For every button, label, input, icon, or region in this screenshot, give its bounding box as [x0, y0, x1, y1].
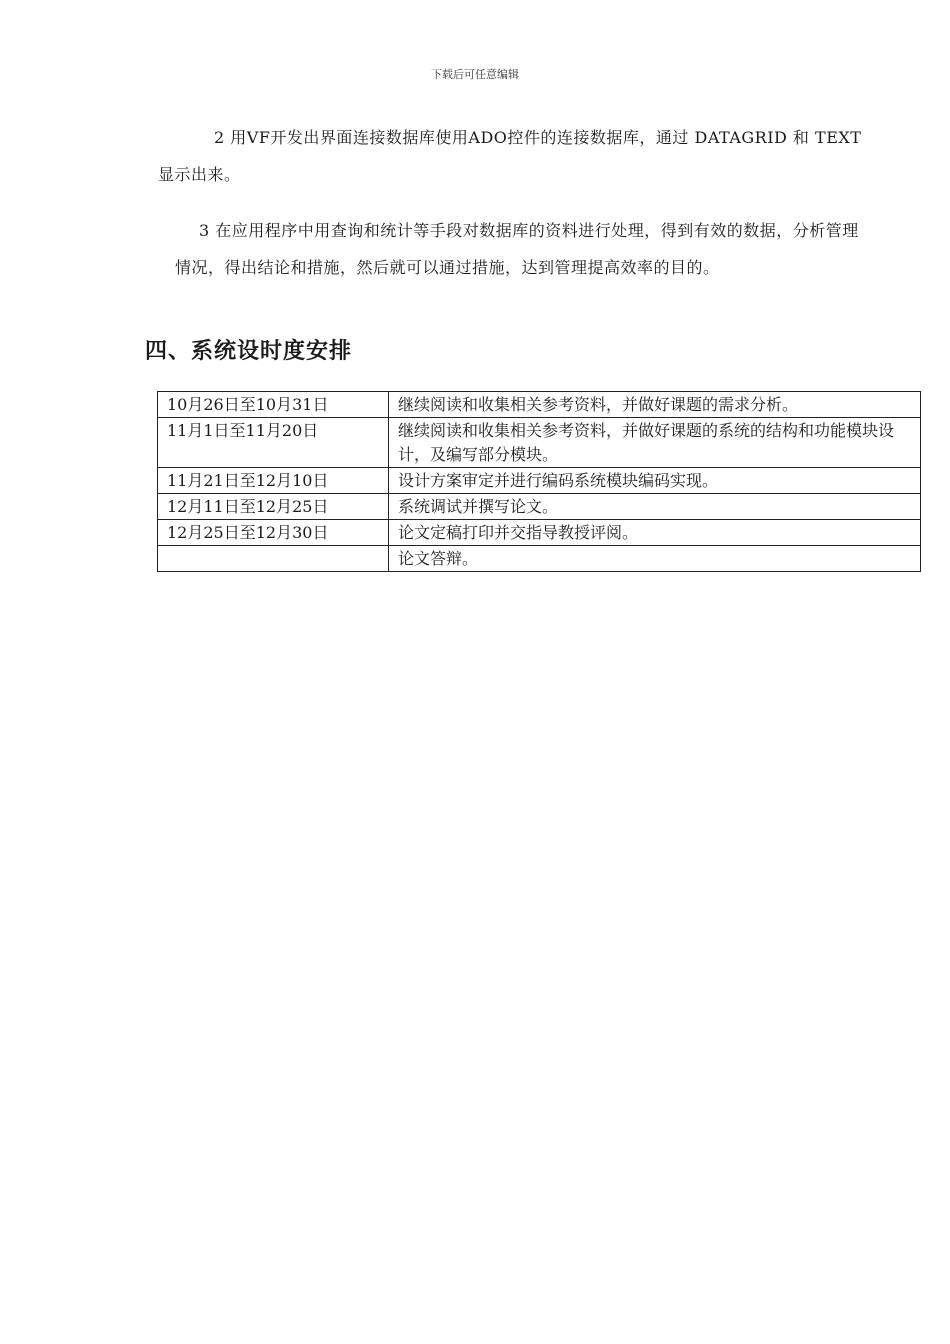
schedule-task-cell: 设计方案审定并进行编码系统模块编码实现。: [389, 468, 921, 494]
table-row: [158, 392, 921, 418]
paragraph-item-3: 3 在应用程序中用查询和统计等手段对数据库的资料进行处理，得到有效的数据，分析管理情况，得出结论和措施，然后就可以通过措施，达到管理提高效率的目的。: [175, 221, 859, 277]
schedule-table: [157, 391, 921, 572]
table-row: [158, 468, 921, 494]
schedule-date-cell: 10月26日至10月31日: [158, 392, 389, 418]
schedule-date-cell: [158, 546, 389, 572]
schedule-date-cell: 11月21日至12月10日: [158, 468, 389, 494]
page-header: 下载后可任意编辑: [431, 68, 519, 81]
section-title: 四、系统设时度安排: [145, 339, 353, 364]
schedule-task-cell: 系统调试并撰写论文。: [389, 494, 921, 520]
schedule-task-cell: 继续阅读和收集相关参考资料，并做好课题的需求分析。: [389, 392, 921, 418]
paragraph-item-2: 2 用VF开发出界面连接数据库使用ADO控件的连接数据库，通过 DATAGRID 和 TEXT显示出来。: [158, 128, 862, 184]
table-row: [158, 494, 921, 520]
table-row: [158, 546, 921, 572]
schedule-task-cell: 论文定稿打印并交指导教授评阅。: [389, 520, 921, 546]
schedule-task-cell: 论文答辩。: [389, 546, 921, 572]
schedule-date-cell: 11月1日至11月20日: [158, 418, 389, 468]
schedule-date-cell: 12月11日至12月25日: [158, 494, 389, 520]
schedule-task-cell: 继续阅读和收集相关参考资料，并做好课题的系统的结构和功能模块设计，及编写部分模块。: [389, 418, 921, 468]
table-row: [158, 418, 921, 468]
table-row: [158, 520, 921, 546]
schedule-date-cell: 12月25日至12月30日: [158, 520, 389, 546]
